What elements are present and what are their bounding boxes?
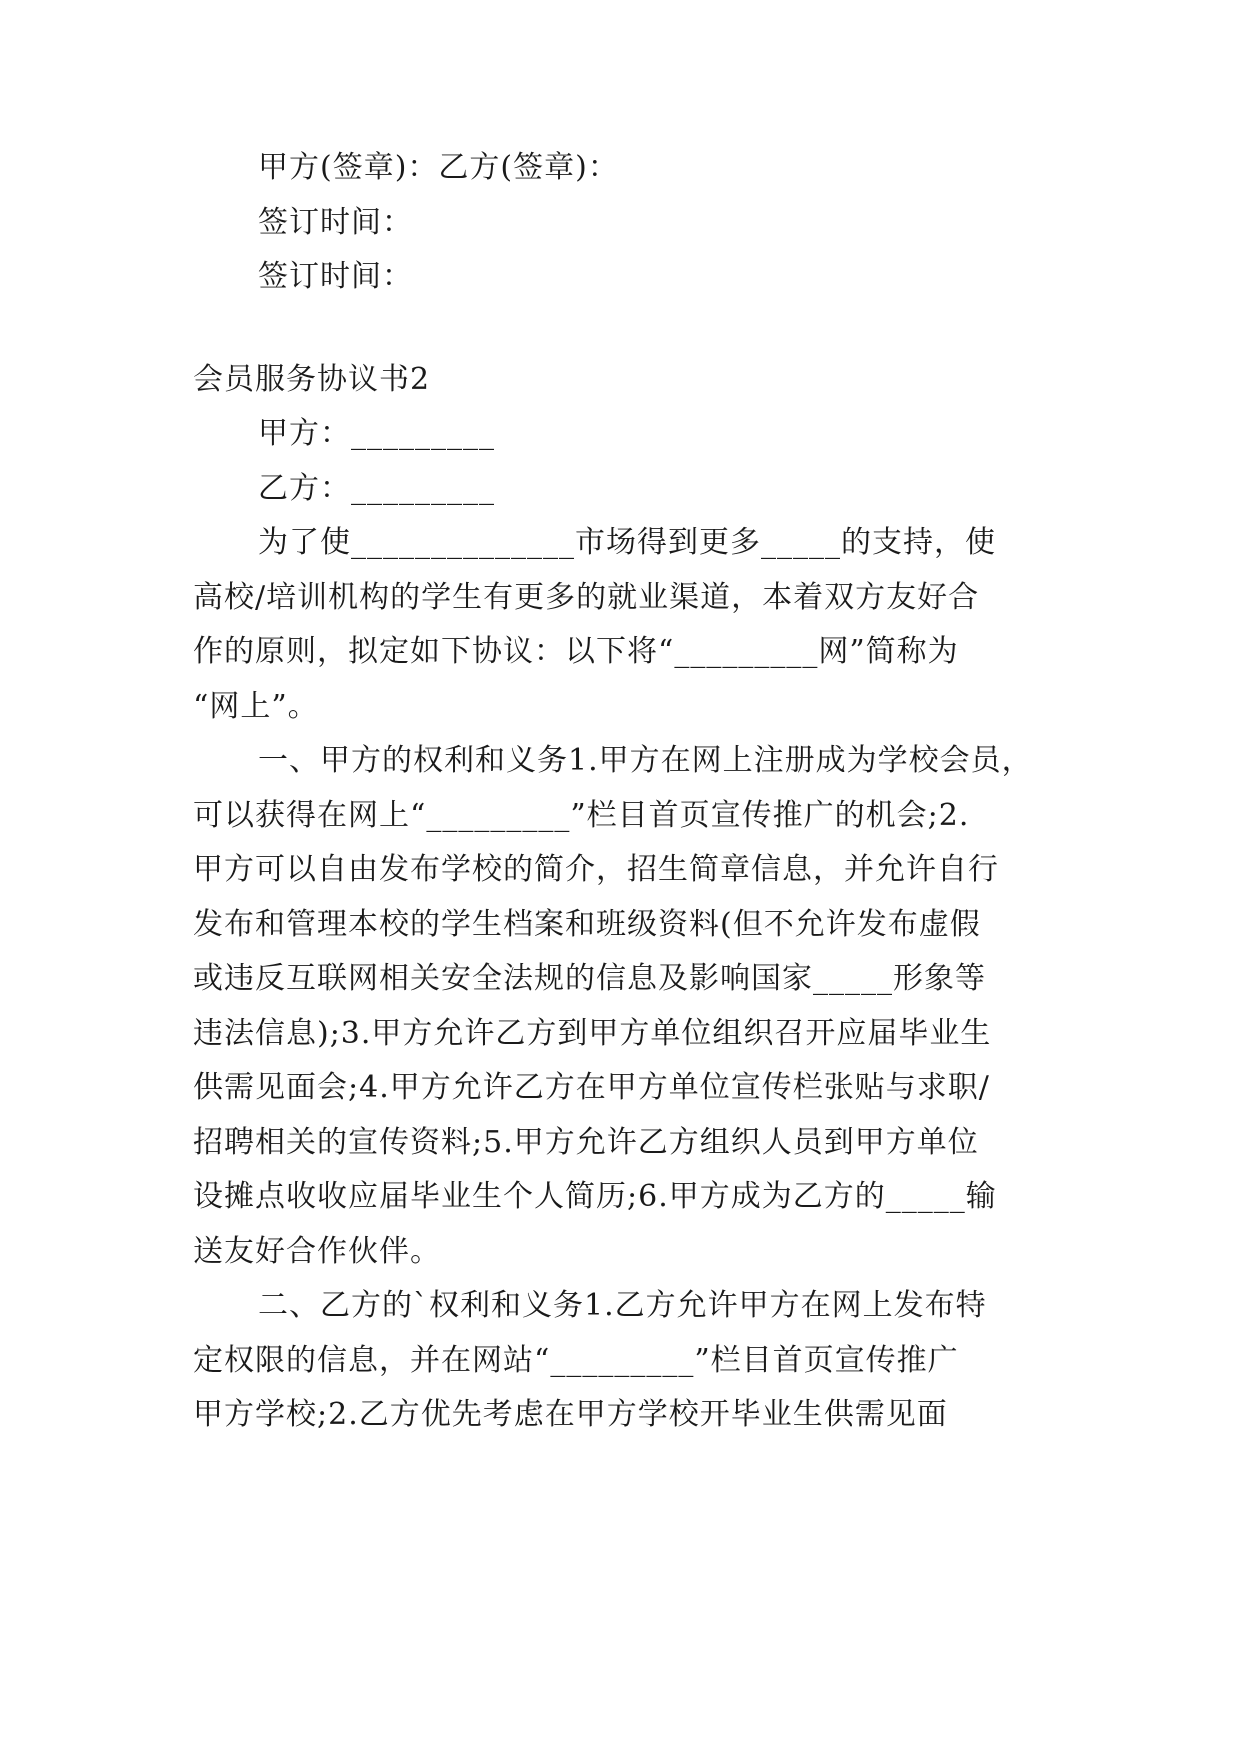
intro-line-text: 为了使______________市场得到更多_____的支持，使 xyxy=(258,525,996,560)
intro-line: 作的原则，拟定如下协议：以下将“_________网”简称为 xyxy=(193,634,959,669)
party-b-line: 乙方：_________ xyxy=(258,471,495,506)
signature-parties-line: 甲方(签章)：乙方(签章)： xyxy=(258,150,619,185)
clause-line: 设摊点收收应届毕业生个人简历;6.甲方成为乙方的_____输 xyxy=(193,1179,997,1214)
clause-line: 一、甲方的权利和义务1.甲方在网上注册成为学校会员， xyxy=(258,743,1033,778)
clause-line: 送友好合作伙伴。 xyxy=(193,1234,441,1269)
clause-line: 或违反互联网相关安全法规的信息及影响国家_____形象等 xyxy=(193,961,986,996)
sign-time-line: 签订时间： xyxy=(258,205,413,240)
clause-line: 甲方可以自由发布学校的简介，招生简章信息，并允许自行 xyxy=(193,852,999,887)
intro-line xyxy=(258,523,1053,563)
clause-line: 供需见面会;4.甲方允许乙方在甲方单位宣传栏张贴与求职/ xyxy=(193,1070,990,1105)
sign-time-line: 签订时间： xyxy=(258,259,413,294)
clause-line: 定权限的信息，并在网站“_________”栏目首页宣传推广 xyxy=(193,1343,959,1378)
clause-line: 发布和管理本校的学生档案和班级资料(但不允许发布虚假 xyxy=(193,907,981,942)
intro-line: “网上”。 xyxy=(193,689,319,724)
section-title: 会员服务协议书2 xyxy=(193,362,431,397)
intro-line: 高校/培训机构的学生有更多的就业渠道，本着双方友好合 xyxy=(193,580,980,615)
clause-line: 招聘相关的宣传资料;5.甲方允许乙方组织人员到甲方单位 xyxy=(193,1125,979,1160)
clause-line: 二、乙方的`权利和义务1.乙方允许甲方在网上发布特 xyxy=(258,1288,987,1323)
clause-line: 违法信息);3.甲方允许乙方到甲方单位组织召开应届毕业生 xyxy=(193,1016,992,1051)
clause-line: 可以获得在网上“_________”栏目首页宣传推广的机会;2. xyxy=(193,798,970,833)
party-a-line: 甲方：_________ xyxy=(258,416,495,451)
clause-line: 甲方学校;2.乙方优先考虑在甲方学校开毕业生供需见面 xyxy=(193,1397,948,1432)
